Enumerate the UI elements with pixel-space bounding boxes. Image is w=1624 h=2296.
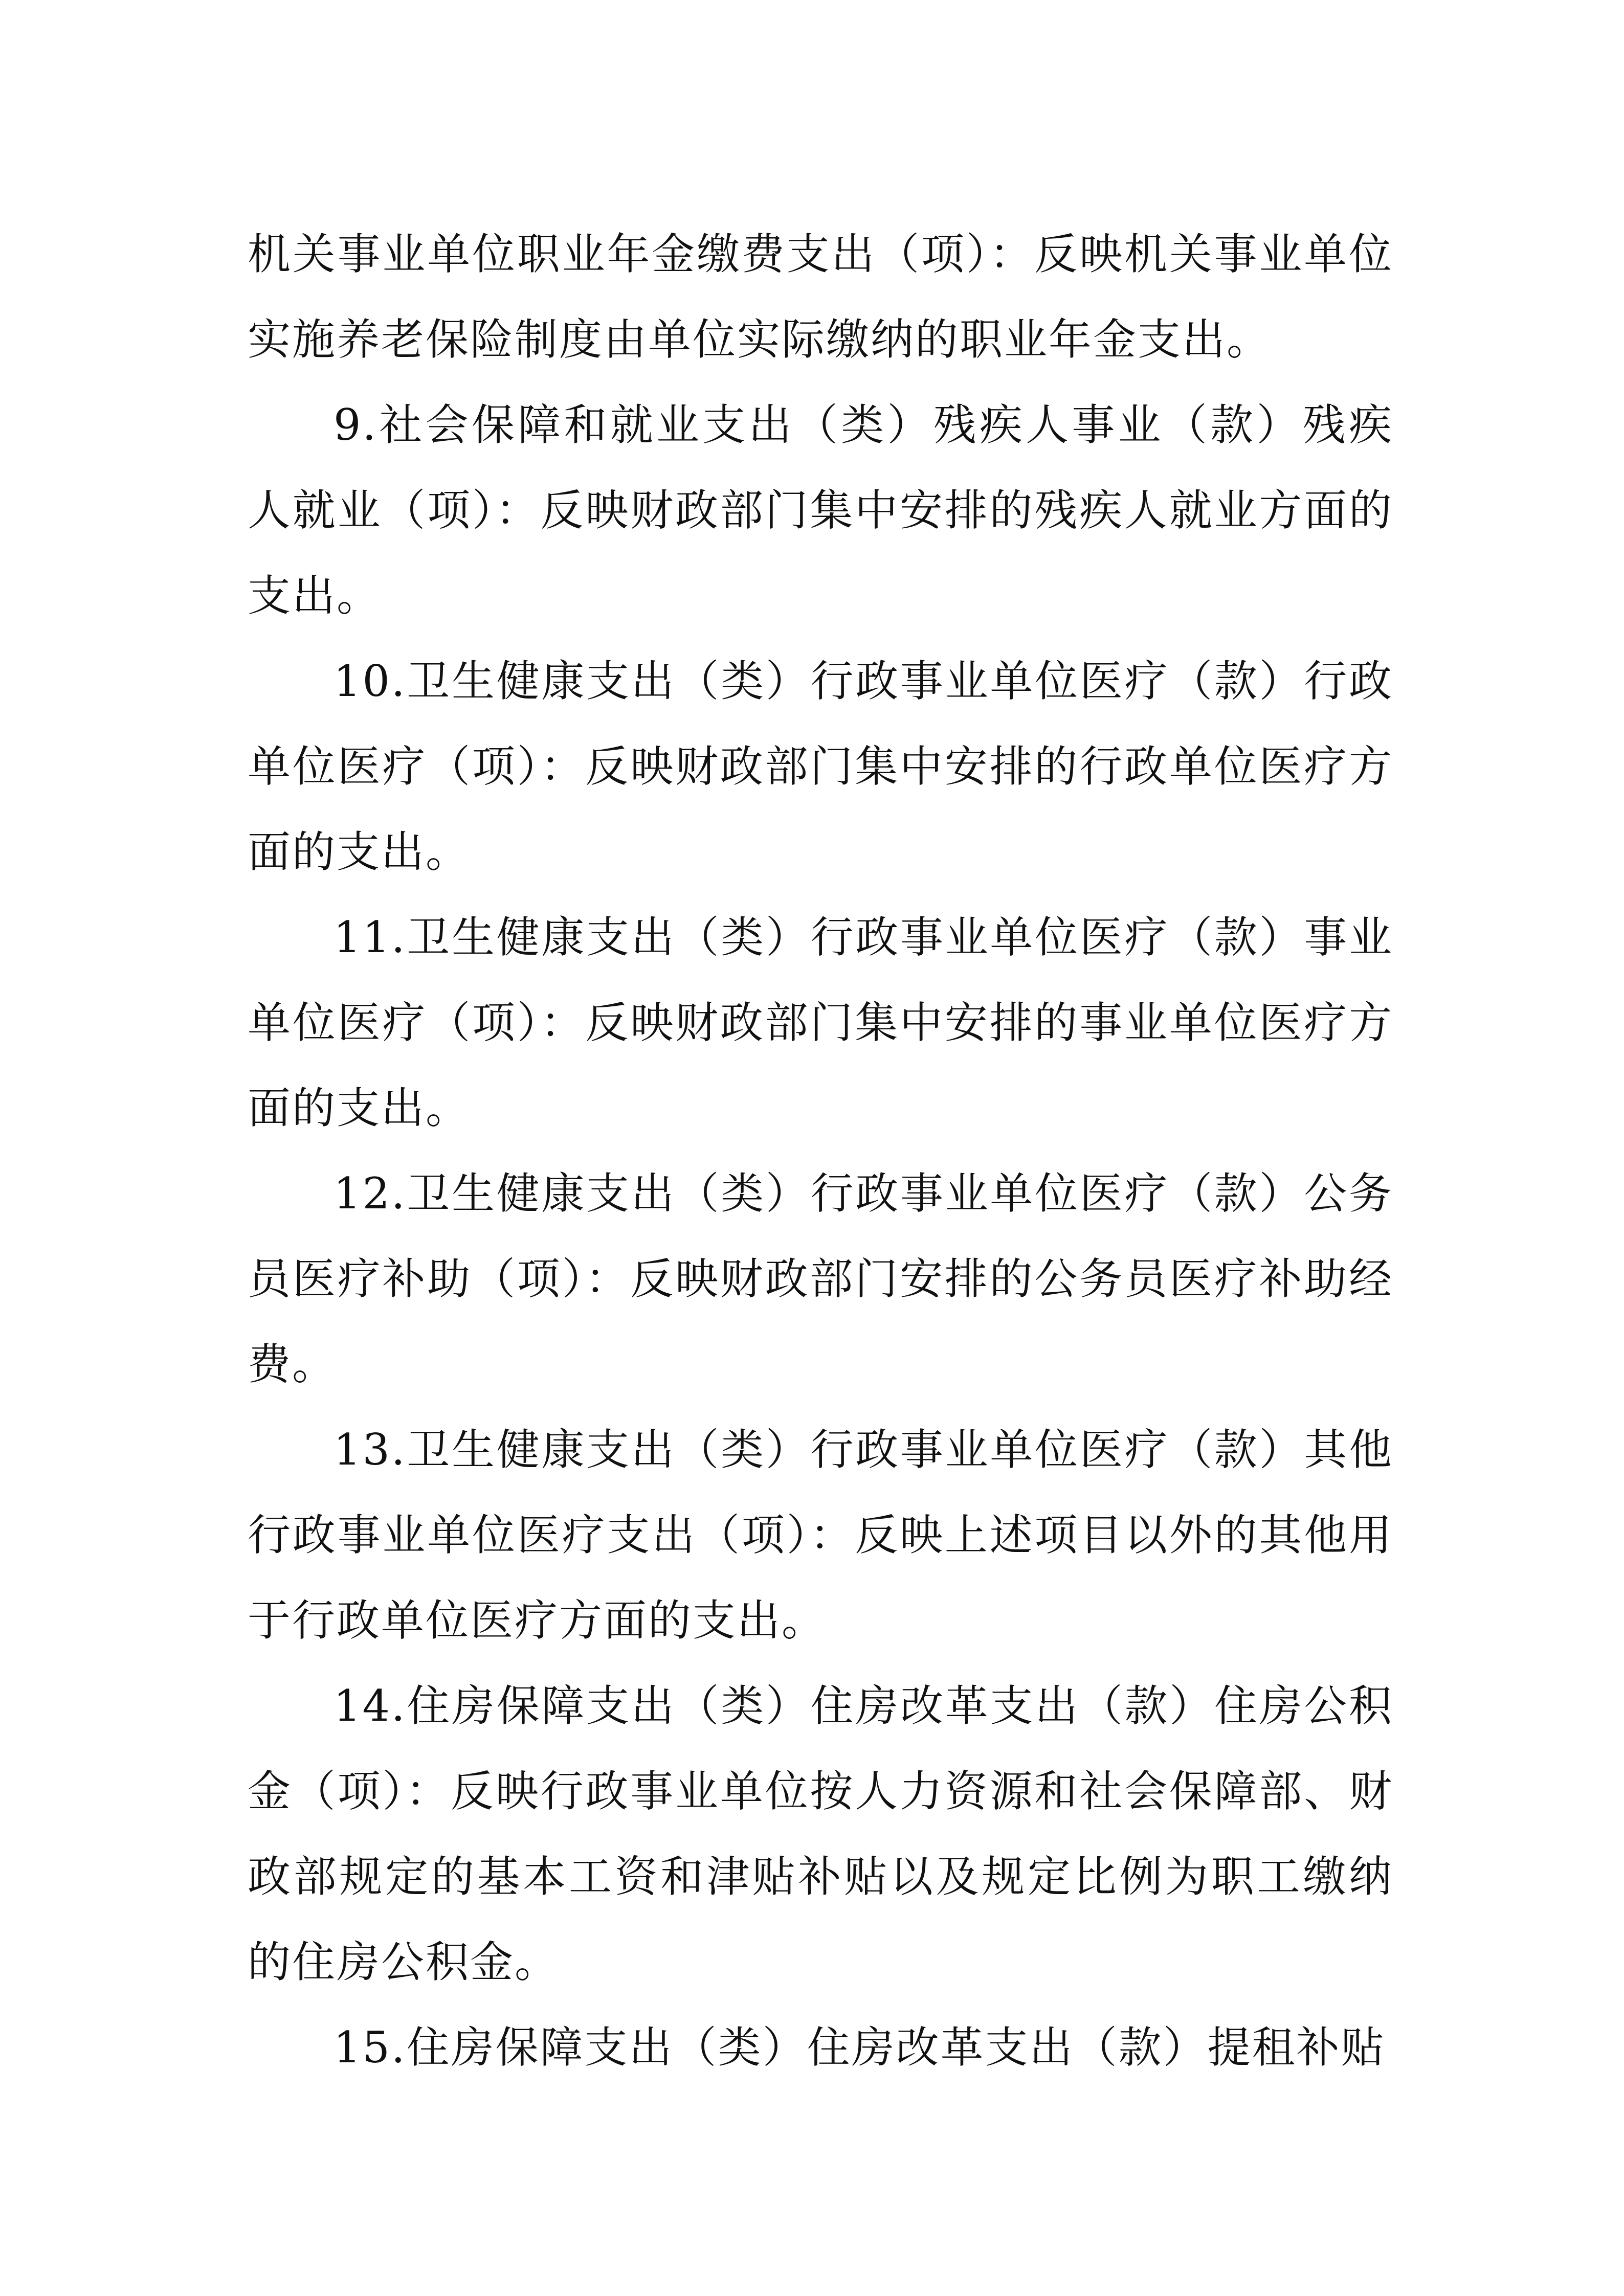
paragraph-item-10: 10.卫生健康支出（类）行政事业单位医疗（款）行政单位医疗（项）：反映财政部门集中安排的行政单位医疗方面的支出。 bbox=[248, 656, 1393, 877]
paragraph-item-11: 11.卫生健康支出（类）行政事业单位医疗（款）事业单位医疗（项）：反映财政部门集中安排的事业单位医疗方面的支出。 bbox=[248, 912, 1393, 1133]
paragraph-item-14: 14.住房保障支出（类）住房改革支出（款）住房公积金（项）：反映行政事业单位按人力资源和社会保障部、财政部规定的基本工资和津贴补贴以及规定比例为职工缴纳的住房公积金。 bbox=[248, 1681, 1393, 1987]
paragraph-item-12: 12.卫生健康支出（类）行政事业单位医疗（款）公务员医疗补助（项）：反映财政部门安排的公务员医疗补助经费。 bbox=[248, 1168, 1393, 1389]
paragraph-item-15: 15.住房保障支出（类）住房改革支出（款）提租补贴 bbox=[333, 2022, 1386, 2073]
paragraph-continuation: 机关事业单位职业年金缴费支出（项）：反映机关事业单位实施养老保险制度由单位实际缴纳的职业年金支出。 bbox=[248, 229, 1393, 365]
paragraph-item-9: 9.社会保障和就业支出（类）残疾人事业（款）残疾人就业（项）：反映财政部门集中安排的残疾人就业方面的支出。 bbox=[248, 400, 1393, 621]
paragraph-item-13: 13.卫生健康支出（类）行政事业单位医疗（款）其他行政事业单位医疗支出（项）：反映上述项目以外的其他用于行政单位医疗方面的支出。 bbox=[248, 1425, 1393, 1646]
document-body bbox=[248, 212, 1393, 2090]
